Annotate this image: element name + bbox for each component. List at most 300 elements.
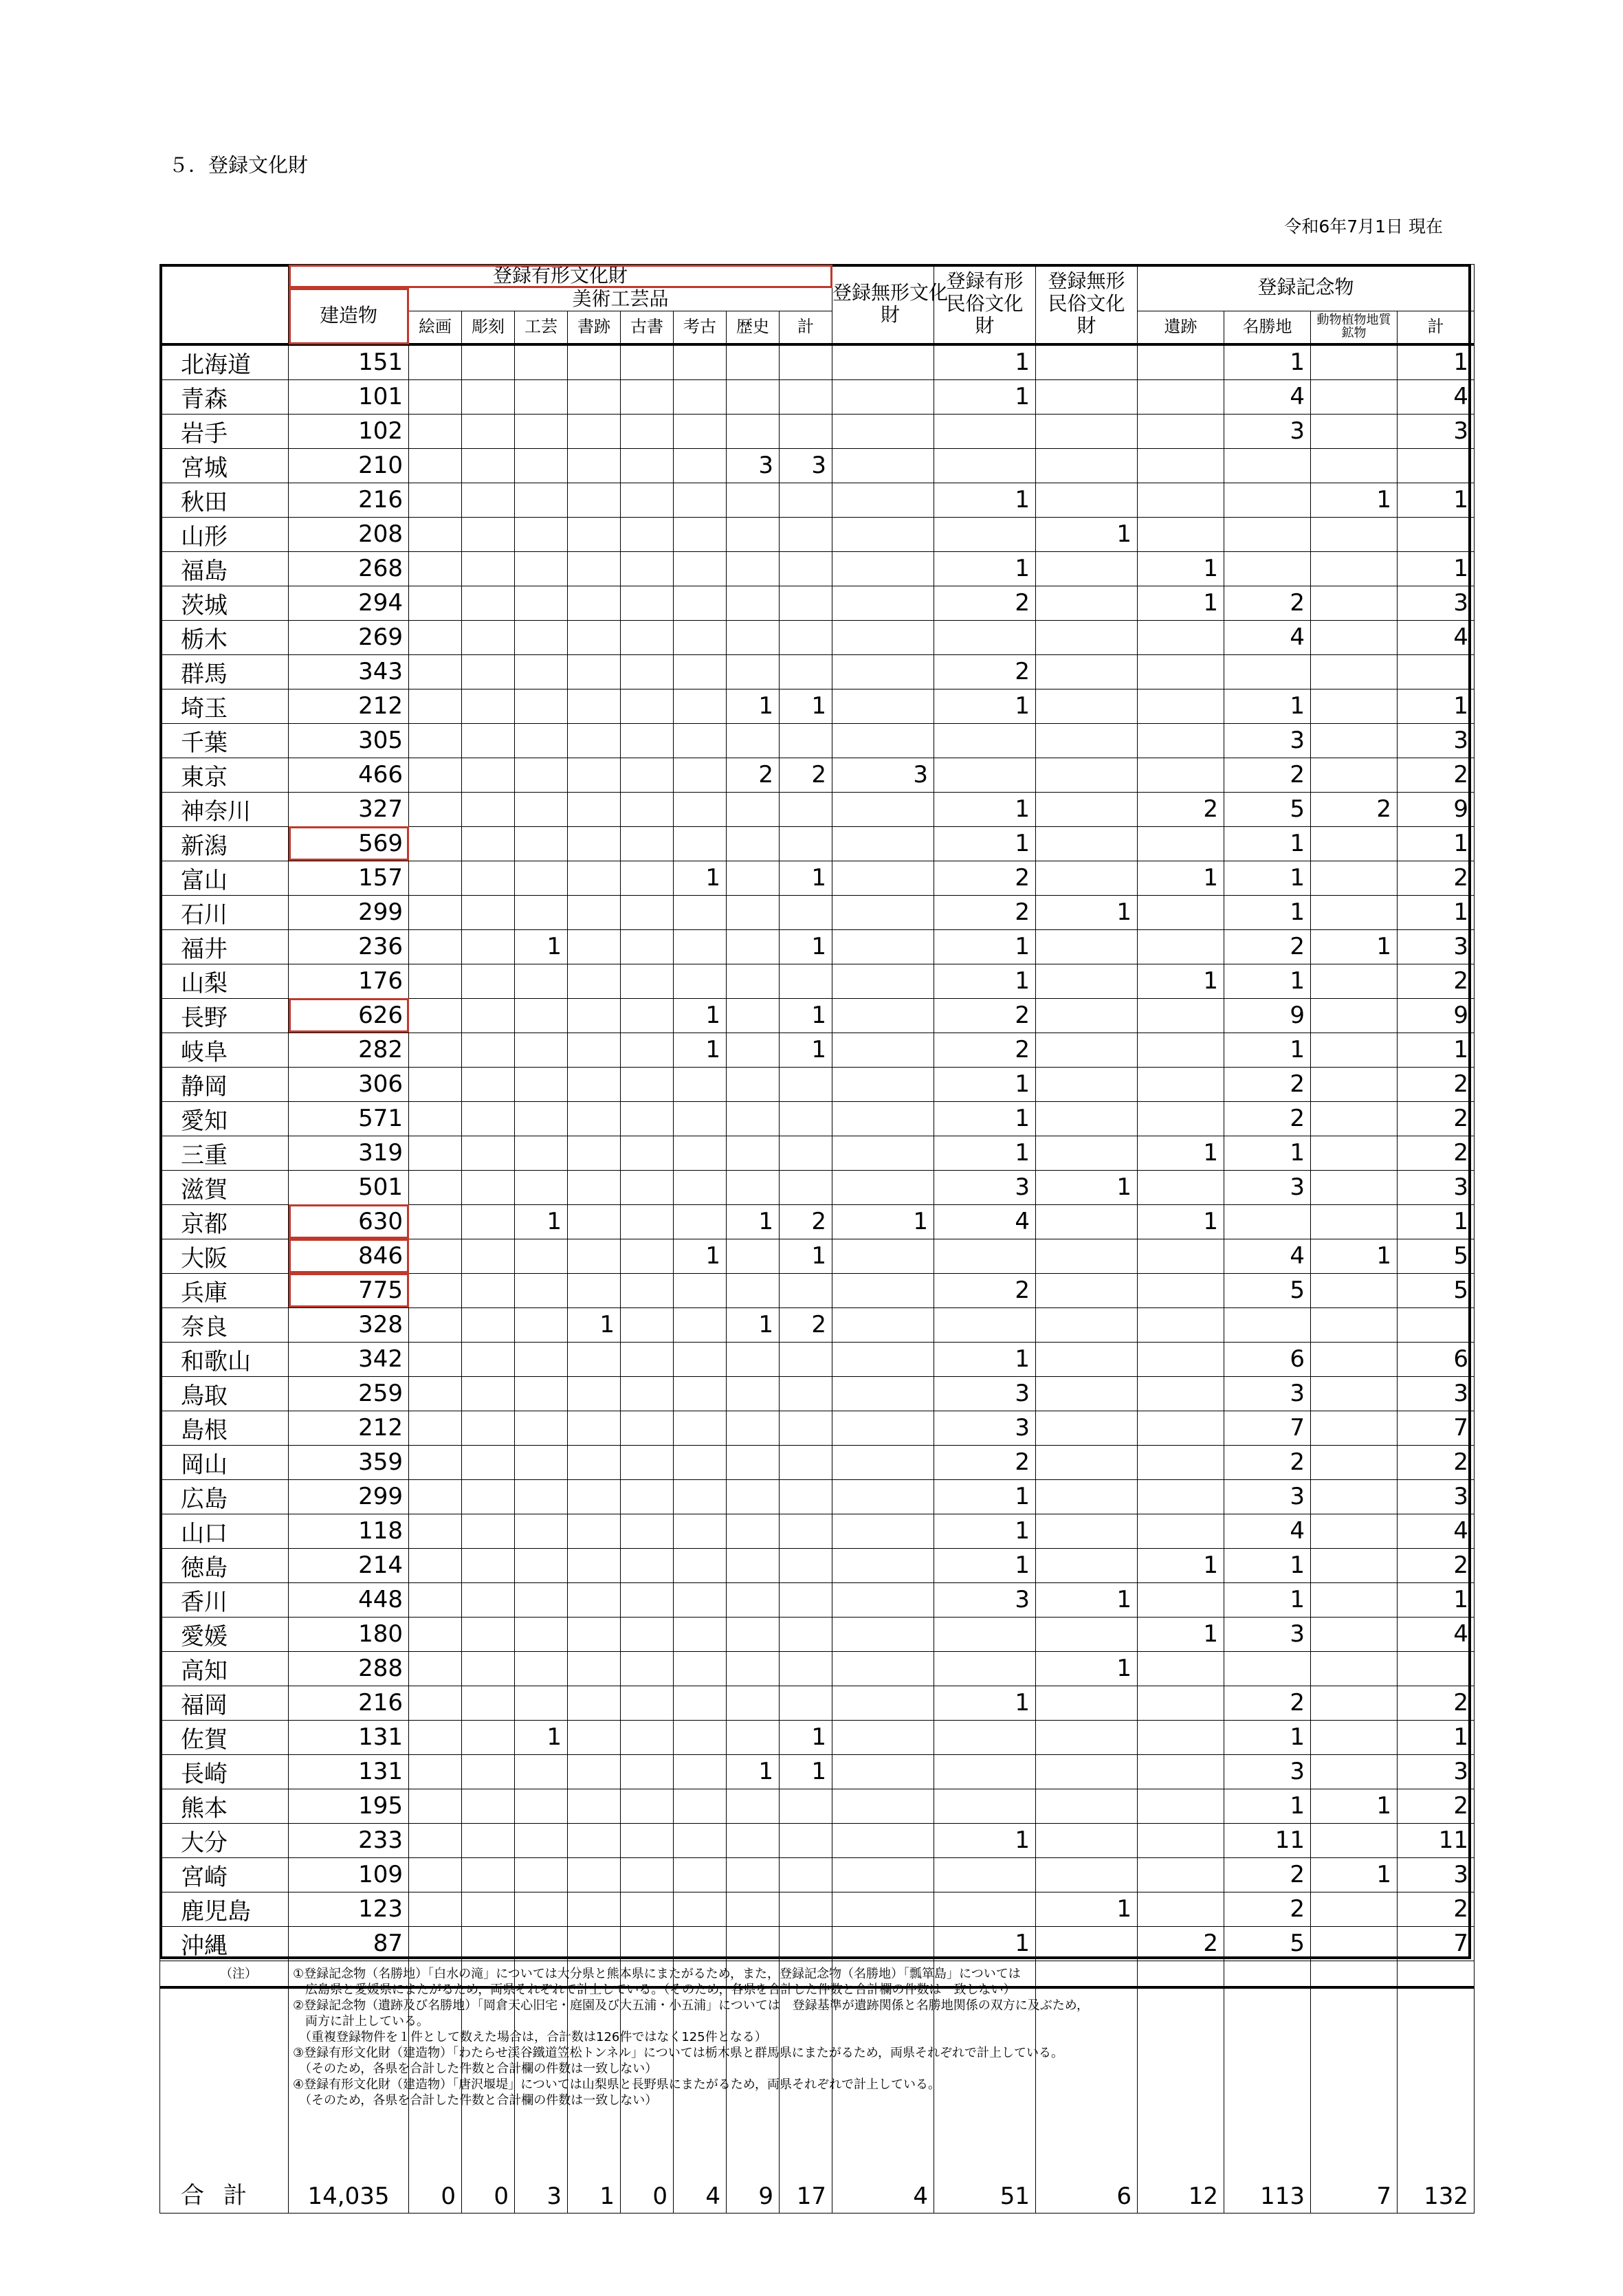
value-cell-ob <box>621 1445 674 1479</box>
value-cell-b: 195 <box>289 1789 409 1823</box>
value-cell-si <box>1138 1892 1224 1926</box>
value-cell-mt: 4 <box>1398 620 1475 654</box>
value-cell-ob <box>621 1411 674 1445</box>
value-cell-ob <box>621 1204 674 1239</box>
value-cell-sc <box>462 1239 515 1273</box>
value-cell-cr <box>515 517 568 551</box>
total-cell-hi: 9 <box>727 1987 780 2214</box>
value-cell-ar <box>674 654 727 689</box>
prefecture-name: 徳島 <box>181 1554 228 1582</box>
header-monument-col: 遺跡 <box>1138 311 1224 344</box>
prefecture-cell <box>160 1857 289 1892</box>
value-cell-si <box>1138 1651 1224 1686</box>
value-cell-b: 87 <box>289 1926 409 1961</box>
header-art-col: 彫刻 <box>462 311 515 344</box>
value-cell-ar <box>674 1411 727 1445</box>
value-cell-ca <box>568 1651 621 1686</box>
value-cell-fi <box>1036 964 1138 998</box>
value-cell-ep <box>409 1686 462 1720</box>
prefecture-name: 福島 <box>181 557 228 585</box>
prefecture-name: 宮城 <box>181 454 228 482</box>
header-art-col: 書跡 <box>568 311 621 344</box>
table-row <box>160 861 1475 895</box>
value-cell-mt: 2 <box>1398 1067 1475 1101</box>
prefecture-name: 青森 <box>181 385 228 413</box>
value-cell-b: 208 <box>289 517 409 551</box>
value-cell-ar <box>674 1479 727 1514</box>
value-cell-ob <box>621 1686 674 1720</box>
prefecture-name: 沖縄 <box>181 1932 228 1960</box>
value-cell-at <box>780 620 832 654</box>
value-cell-fi <box>1036 1857 1138 1892</box>
value-cell-mt <box>1398 654 1475 689</box>
value-cell-mt: 3 <box>1398 1479 1475 1514</box>
value-cell-b: 210 <box>289 448 409 483</box>
value-cell-sc <box>462 1754 515 1789</box>
total-cell-fi: 6 <box>1036 1987 1138 2214</box>
value-cell-mt: 2 <box>1398 1136 1475 1170</box>
value-cell-ar <box>674 1823 727 1857</box>
prefecture-name: 栃木 <box>181 626 228 654</box>
note-line: 広島県と愛媛県にまたがるため，両県それぞれで計上している。（そのため，各県を合計した件数と合計欄の件数は一致しない） <box>293 1983 1016 1997</box>
value-cell-mt: 2 <box>1398 1548 1475 1582</box>
value-cell-sc <box>462 1514 515 1548</box>
value-cell-si <box>1138 1754 1224 1789</box>
total-cell-na: 7 <box>1311 1987 1398 2214</box>
value-cell-fi <box>1036 998 1138 1033</box>
value-cell-fi: 1 <box>1036 1651 1138 1686</box>
value-cell-sc2 <box>1224 483 1311 517</box>
table-row <box>160 792 1475 826</box>
prefecture-name: 滋賀 <box>181 1175 228 1204</box>
value-cell-cr <box>515 1376 568 1411</box>
value-cell-b: 626 <box>289 998 409 1033</box>
value-cell-fi <box>1036 1479 1138 1514</box>
value-cell-ep <box>409 1204 462 1239</box>
prefecture-name: 秋田 <box>181 488 228 516</box>
prefecture-cell <box>160 861 289 895</box>
value-cell-ft: 2 <box>934 586 1036 620</box>
value-cell-cr <box>515 1857 568 1892</box>
value-cell-ft: 2 <box>934 1033 1036 1067</box>
table-row <box>160 826 1475 861</box>
value-cell-at <box>780 1136 832 1170</box>
note-line: （重複登録物件を１件として数えた場合は，合計数は126件ではなく125件となる） <box>293 2030 767 2044</box>
value-cell-sc2: 1 <box>1224 1033 1311 1067</box>
value-cell-b: 342 <box>289 1342 409 1376</box>
value-cell-sc2: 2 <box>1224 1445 1311 1479</box>
value-cell-ft <box>934 1754 1036 1789</box>
value-cell-mt: 1 <box>1398 1582 1475 1617</box>
value-cell-ob <box>621 1170 674 1204</box>
value-cell-hi <box>727 1651 780 1686</box>
table-row <box>160 1617 1475 1651</box>
value-cell-hi <box>727 1686 780 1720</box>
value-cell-cr <box>515 379 568 414</box>
prefecture-cell <box>160 551 289 586</box>
value-cell-cr <box>515 654 568 689</box>
value-cell-ob <box>621 1273 674 1307</box>
value-cell-hi <box>727 1720 780 1754</box>
value-cell-mt <box>1398 448 1475 483</box>
value-cell-b: 343 <box>289 654 409 689</box>
value-cell-sc <box>462 1720 515 1754</box>
value-cell-mt: 7 <box>1398 1926 1475 1961</box>
value-cell-at <box>780 1651 832 1686</box>
value-cell-ep <box>409 1170 462 1204</box>
prefecture-name: 鳥取 <box>181 1382 228 1410</box>
value-cell-fi <box>1036 1307 1138 1342</box>
value-cell-hi <box>727 1445 780 1479</box>
value-cell-mt: 3 <box>1398 723 1475 758</box>
value-cell-hi <box>727 1342 780 1376</box>
value-cell-ob <box>621 1857 674 1892</box>
value-cell-ep <box>409 1342 462 1376</box>
value-cell-na <box>1311 998 1398 1033</box>
table-row <box>160 1307 1475 1342</box>
value-cell-si: 1 <box>1138 1617 1224 1651</box>
value-cell-ca <box>568 551 621 586</box>
value-cell-ar <box>674 1514 727 1548</box>
value-cell-ca <box>568 1514 621 1548</box>
value-cell-ca <box>568 1101 621 1136</box>
value-cell-ep <box>409 1479 462 1514</box>
value-cell-na <box>1311 1926 1398 1961</box>
value-cell-si <box>1138 1411 1224 1445</box>
value-cell-na <box>1311 1514 1398 1548</box>
value-cell-ca <box>568 723 621 758</box>
value-cell-ep <box>409 1582 462 1617</box>
value-cell-na <box>1311 895 1398 929</box>
prefecture-cell <box>160 826 289 861</box>
value-cell-ob <box>621 448 674 483</box>
value-cell-ic <box>832 1376 934 1411</box>
value-cell-ep <box>409 1548 462 1582</box>
value-cell-sc2: 3 <box>1224 1617 1311 1651</box>
value-cell-ic <box>832 1307 934 1342</box>
value-cell-ca <box>568 1686 621 1720</box>
prefecture-name: 山口 <box>181 1519 228 1547</box>
value-cell-ic <box>832 1617 934 1651</box>
prefecture-name: 東京 <box>181 763 228 791</box>
value-cell-sc <box>462 483 515 517</box>
value-cell-si: 1 <box>1138 964 1224 998</box>
value-cell-ep <box>409 1445 462 1479</box>
value-cell-ca <box>568 654 621 689</box>
value-cell-hi <box>727 1514 780 1548</box>
value-cell-hi <box>727 620 780 654</box>
value-cell-cr <box>515 1033 568 1067</box>
value-cell-hi <box>727 1926 780 1961</box>
value-cell-ar <box>674 1926 727 1961</box>
value-cell-na <box>1311 861 1398 895</box>
value-cell-hi <box>727 414 780 448</box>
value-cell-cr <box>515 1411 568 1445</box>
value-cell-si: 1 <box>1138 551 1224 586</box>
value-cell-na <box>1311 1582 1398 1617</box>
value-cell-sc <box>462 861 515 895</box>
value-cell-ob <box>621 895 674 929</box>
value-cell-ob <box>621 1789 674 1823</box>
header-art-col: 歴史 <box>727 311 780 344</box>
table-row <box>160 1823 1475 1857</box>
value-cell-cr <box>515 1823 568 1857</box>
value-cell-mt: 1 <box>1398 895 1475 929</box>
value-cell-ic <box>832 1101 934 1136</box>
value-cell-ca <box>568 929 621 964</box>
value-cell-hi <box>727 964 780 998</box>
prefecture-name: 岐阜 <box>181 1038 228 1066</box>
value-cell-ep <box>409 1136 462 1170</box>
prefecture-name: 佐賀 <box>181 1725 228 1754</box>
value-cell-si <box>1138 517 1224 551</box>
value-cell-ar: 1 <box>674 998 727 1033</box>
value-cell-si <box>1138 1789 1224 1823</box>
value-cell-hi <box>727 1479 780 1514</box>
value-cell-cr <box>515 344 568 380</box>
value-cell-si <box>1138 1582 1224 1617</box>
value-cell-ic <box>832 448 934 483</box>
value-cell-ob <box>621 551 674 586</box>
value-cell-na <box>1311 654 1398 689</box>
value-cell-fi <box>1036 1204 1138 1239</box>
value-cell-sc <box>462 1548 515 1582</box>
value-cell-mt: 2 <box>1398 1445 1475 1479</box>
header-art-col: 古書 <box>621 311 674 344</box>
value-cell-at: 2 <box>780 758 832 792</box>
value-cell-ar <box>674 1857 727 1892</box>
value-cell-si <box>1138 1101 1224 1136</box>
value-cell-ar <box>674 1892 727 1926</box>
value-cell-cr <box>515 1789 568 1823</box>
value-cell-sc <box>462 792 515 826</box>
value-cell-sc2: 2 <box>1224 1686 1311 1720</box>
prefecture-name: 愛媛 <box>181 1622 228 1651</box>
value-cell-hi: 1 <box>727 1204 780 1239</box>
value-cell-sc <box>462 1307 515 1342</box>
value-cell-ft <box>934 1857 1036 1892</box>
value-cell-fi <box>1036 1239 1138 1273</box>
value-cell-si <box>1138 1067 1224 1101</box>
value-cell-b: 630 <box>289 1204 409 1239</box>
value-cell-mt: 2 <box>1398 1892 1475 1926</box>
value-cell-fi <box>1036 758 1138 792</box>
value-cell-sc <box>462 551 515 586</box>
value-cell-mt: 2 <box>1398 1101 1475 1136</box>
prefecture-cell <box>160 895 289 929</box>
header-monument-col: 名勝地 <box>1224 311 1311 344</box>
value-cell-ic <box>832 1239 934 1273</box>
value-cell-mt: 2 <box>1398 758 1475 792</box>
table-row <box>160 483 1475 517</box>
value-cell-sc <box>462 998 515 1033</box>
value-cell-na <box>1311 344 1398 380</box>
value-cell-sc2: 1 <box>1224 1720 1311 1754</box>
value-cell-ca <box>568 861 621 895</box>
value-cell-sc <box>462 895 515 929</box>
value-cell-b: 101 <box>289 379 409 414</box>
value-cell-ca <box>568 792 621 826</box>
value-cell-ep <box>409 586 462 620</box>
value-cell-hi <box>727 895 780 929</box>
value-cell-sc2 <box>1224 1651 1311 1686</box>
prefecture-name: 千葉 <box>181 729 228 757</box>
value-cell-ca <box>568 483 621 517</box>
prefecture-name: 島根 <box>181 1416 228 1444</box>
value-cell-ep <box>409 1307 462 1342</box>
table-row <box>160 1101 1475 1136</box>
notes <box>220 1966 1090 2108</box>
value-cell-ca <box>568 1445 621 1479</box>
value-cell-cr <box>515 1101 568 1136</box>
value-cell-ic <box>832 1445 934 1479</box>
value-cell-mt: 9 <box>1398 998 1475 1033</box>
value-cell-sc <box>462 414 515 448</box>
table-row <box>160 654 1475 689</box>
value-cell-sc2: 11 <box>1224 1823 1311 1857</box>
prefecture-cell <box>160 1033 289 1067</box>
table-row <box>160 1651 1475 1686</box>
total-cell-si: 12 <box>1138 1987 1224 2214</box>
table-row <box>160 1720 1475 1754</box>
value-cell-si <box>1138 689 1224 723</box>
value-cell-hi: 2 <box>727 758 780 792</box>
value-cell-ic <box>832 654 934 689</box>
prefecture-name: 北海道 <box>181 351 251 379</box>
value-cell-sc <box>462 929 515 964</box>
value-cell-at: 1 <box>780 998 832 1033</box>
value-cell-at <box>780 551 832 586</box>
table-row <box>160 448 1475 483</box>
value-cell-na <box>1311 414 1398 448</box>
value-cell-ep <box>409 1789 462 1823</box>
as-of-date: 令和6年7月1日 現在 <box>1284 217 1443 236</box>
value-cell-b: 328 <box>289 1307 409 1342</box>
value-cell-b: 775 <box>289 1273 409 1307</box>
value-cell-ca <box>568 826 621 861</box>
value-cell-sc <box>462 379 515 414</box>
value-cell-at <box>780 723 832 758</box>
value-cell-fi <box>1036 379 1138 414</box>
value-cell-ob <box>621 723 674 758</box>
value-cell-fi: 1 <box>1036 1582 1138 1617</box>
value-cell-ca <box>568 1342 621 1376</box>
prefecture-name: 山梨 <box>181 969 228 997</box>
header-art-col: 絵画 <box>409 311 462 344</box>
prefecture-name: 富山 <box>181 866 228 894</box>
prefecture-cell <box>160 1651 289 1686</box>
value-cell-ep <box>409 620 462 654</box>
value-cell-at <box>780 1514 832 1548</box>
value-cell-sc <box>462 1101 515 1136</box>
value-cell-sc2: 2 <box>1224 586 1311 620</box>
value-cell-ar <box>674 758 727 792</box>
value-cell-at: 1 <box>780 1239 832 1273</box>
value-cell-b: 306 <box>289 1067 409 1101</box>
value-cell-mt: 1 <box>1398 1033 1475 1067</box>
value-cell-na <box>1311 826 1398 861</box>
value-cell-ca <box>568 1926 621 1961</box>
prefecture-cell <box>160 414 289 448</box>
value-cell-sc <box>462 448 515 483</box>
value-cell-sc <box>462 1136 515 1170</box>
blank-cell <box>1311 1961 1398 1987</box>
table-row <box>160 1170 1475 1204</box>
value-cell-ep <box>409 964 462 998</box>
value-cell-ob <box>621 379 674 414</box>
value-cell-ar <box>674 1445 727 1479</box>
prefecture-name: 群馬 <box>181 660 228 688</box>
value-cell-sc2 <box>1224 1204 1311 1239</box>
table-row <box>160 689 1475 723</box>
prefecture-cell <box>160 1136 289 1170</box>
prefecture-cell <box>160 344 289 380</box>
value-cell-ep <box>409 1033 462 1067</box>
blank-cell <box>1138 1961 1224 1987</box>
value-cell-si <box>1138 1170 1224 1204</box>
prefecture-name: 京都 <box>181 1210 228 1238</box>
value-cell-ft: 1 <box>934 964 1036 998</box>
value-cell-ar <box>674 929 727 964</box>
value-cell-cr <box>515 1926 568 1961</box>
value-cell-si <box>1138 723 1224 758</box>
value-cell-na <box>1311 1342 1398 1376</box>
value-cell-ic <box>832 517 934 551</box>
value-cell-sc2: 1 <box>1224 1789 1311 1823</box>
value-cell-na <box>1311 758 1398 792</box>
value-cell-si: 1 <box>1138 586 1224 620</box>
total-cell-mt: 132 <box>1398 1987 1475 2214</box>
value-cell-cr <box>515 1754 568 1789</box>
value-cell-si <box>1138 1720 1224 1754</box>
value-cell-at: 1 <box>780 1720 832 1754</box>
prefecture-name: 兵庫 <box>181 1279 228 1307</box>
value-cell-si <box>1138 1686 1224 1720</box>
value-cell-sc <box>462 1033 515 1067</box>
value-cell-ob <box>621 1582 674 1617</box>
prefecture-name: 広島 <box>181 1485 228 1513</box>
value-cell-b: 109 <box>289 1857 409 1892</box>
value-cell-ft: 1 <box>934 1136 1036 1170</box>
value-cell-mt: 5 <box>1398 1273 1475 1307</box>
value-cell-sc2 <box>1224 654 1311 689</box>
value-cell-na <box>1311 1101 1398 1136</box>
value-cell-at <box>780 1067 832 1101</box>
value-cell-ob <box>621 929 674 964</box>
value-cell-ep <box>409 1857 462 1892</box>
value-cell-ep <box>409 826 462 861</box>
value-cell-ob <box>621 1720 674 1754</box>
table-row <box>160 1411 1475 1445</box>
value-cell-hi <box>727 1067 780 1101</box>
value-cell-sc2: 2 <box>1224 1067 1311 1101</box>
value-cell-mt: 9 <box>1398 792 1475 826</box>
value-cell-hi <box>727 998 780 1033</box>
prefecture-cell <box>160 1548 289 1582</box>
value-cell-ob <box>621 1617 674 1651</box>
value-cell-cr <box>515 1067 568 1101</box>
value-cell-na <box>1311 1376 1398 1411</box>
value-cell-cr <box>515 1892 568 1926</box>
value-cell-at <box>780 483 832 517</box>
value-cell-ep <box>409 723 462 758</box>
value-cell-ft <box>934 758 1036 792</box>
value-cell-cr <box>515 1582 568 1617</box>
value-cell-si: 1 <box>1138 861 1224 895</box>
value-cell-ob <box>621 689 674 723</box>
value-cell-ft <box>934 1789 1036 1823</box>
value-cell-sc <box>462 1926 515 1961</box>
